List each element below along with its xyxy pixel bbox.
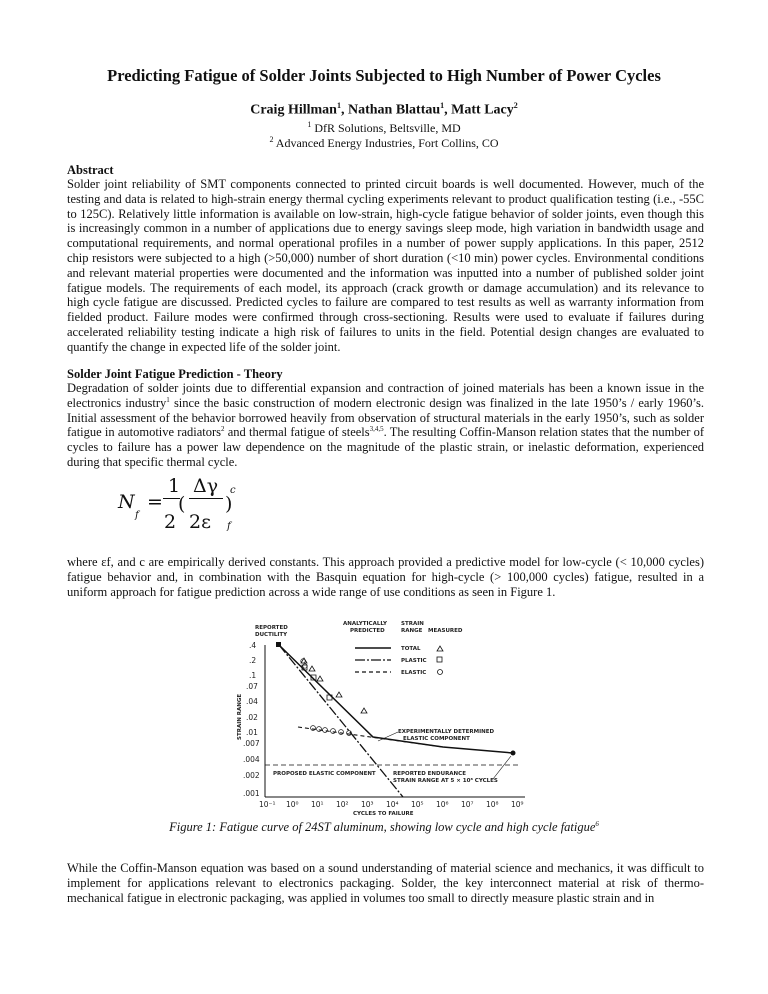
author-list: [0, 101, 768, 119]
citation-mark: 3,4,5: [369, 425, 384, 434]
y-tick-label: .001: [243, 789, 260, 798]
fatigue-curve-figure: [237, 615, 533, 817]
legend-header: MEASURED: [428, 628, 463, 634]
eq-c-exponent: c: [230, 485, 236, 496]
y-tick-label: .4: [249, 641, 257, 650]
y-tick-label: .04: [246, 697, 258, 706]
x-tick-label: 10⁻¹: [259, 800, 276, 809]
reported-ductility-label: REPORTED: [255, 625, 288, 631]
endurance-marker-icon: [511, 751, 516, 756]
eq-n: N: [118, 491, 135, 513]
citation-mark: 2: [221, 425, 225, 434]
affiliation-2: [0, 135, 768, 151]
y-tick-label: .002: [243, 771, 260, 780]
x-tick-label: 10⁰: [286, 800, 299, 809]
y-tick-label: .02: [246, 713, 258, 722]
equation-explanation: where εf, and c are empirically derived constants. This approach provided a predictive model for low-cycle (< 10,000 cycles) fatigue behavior and, in combination with the Basquin equation for high-cycle (> 100,000 cycles) fatigue, resulted in a uniform approach for fatigue prediction across a wide range of use conditions as seen in Figure 1.: [67, 555, 704, 599]
eq-right-paren: ): [225, 493, 233, 515]
affiliation-text: DfR Solutions, Beltsville, MD: [314, 121, 461, 135]
abstract-body: Solder joint reliability of SMT components connected to printed circuit boards is well documented. However, much of the testing and data is related to high-strain energy thermal cycling experiments relevant to product qualification testing (i.e., -55C to 125C). Relatively little information is available on low-strain, high-cycle fatigue behavior of solder joints, even though this is increasingly common in a number of applications due to energy savings sleep mode, high variation in bandwidth usage and computational requirements, and normal operational profiles in a number of power supply applications. In this paper, 2512 chip resistors were subjected to a high (>50,000) number of short duration (<10 min) power cycles. Environmental conditions and relevant material properties were documented and the information was inputted into a number of published solder joint fatigue models. The requirements of each model, its approach (crack growth or damage accumulation) and its relevance to high cycle fatigue are discussed. Predicted cycles to failure are compared to test results as well as warranty information from fielded product. Failure modes were confirmed through cross-sectioning. Results were used to evaluate if failures during accelerated reliability testing indicate a high risk of failures to units in the field. Potential design changes are evaluated to quantify the change in expected life of the solder joint.: [67, 177, 704, 354]
legend-header: RANGE: [401, 628, 423, 634]
author-affiliation-mark: 1: [336, 101, 341, 110]
x-tick-label: 10⁸: [486, 800, 499, 809]
author-name: Nathan Blattau: [347, 102, 441, 118]
eq-fraction-bar: [163, 498, 180, 499]
legend-header: STRAIN: [401, 621, 424, 627]
exp-elastic-label: ELASTIC COMPONENT: [403, 736, 470, 742]
total-data-markers: [301, 658, 367, 713]
y-tick-label: .2: [249, 656, 257, 665]
eq-equals: =: [147, 491, 163, 513]
x-tick-label: 10⁶: [436, 800, 449, 809]
theory-heading: Solder Joint Fatigue Prediction - Theory: [67, 367, 283, 381]
coffin-manson-discussion: While the Coffin-Manson equation was based on a sound understanding of material science and mechanics, it was difficult to implement for applications relevant to electronics packaging. Solder, the key interconnect material at risk of thermo-mechanical fatigue in electronic packaging, was applied in volumes too small to directly measure plastic strain and in: [67, 861, 704, 905]
y-tick-label: .004: [243, 755, 260, 764]
legend-total-label: TOTAL: [401, 646, 421, 652]
legend-plastic-label: PLASTIC: [401, 658, 427, 664]
triangle-marker-icon: [437, 646, 443, 651]
x-tick-label: 10²: [336, 800, 349, 809]
theory-text: Degradation of solder joints due to differential expansion and contraction of joined materials has been a known issue in the electronics industry: [67, 381, 704, 410]
theory-text: and thermal fatigue of steels: [224, 425, 370, 440]
x-tick-label: 10⁴: [386, 800, 399, 809]
y-tick-label: .01: [246, 728, 258, 737]
author-name: Matt Lacy: [451, 102, 514, 118]
figure-caption: [0, 820, 768, 835]
legend-header: ANALYTICALLY: [343, 621, 387, 627]
legend-header: PREDICTED: [350, 628, 385, 634]
eq-delta-gamma: Δγ: [193, 475, 219, 497]
eq-two-epsilon: 2ε: [189, 511, 211, 533]
y-axis-label: STRAIN RANGE: [237, 693, 243, 740]
paper-title: Predicting Fatigue of Solder Joints Subjected to High Number of Power Cycles: [107, 66, 661, 85]
circle-marker-icon: [438, 670, 443, 675]
x-tick-label: 10⁵: [411, 800, 424, 809]
total-strain-curve: [279, 645, 513, 753]
endurance-label: REPORTED ENDURANCE: [393, 771, 466, 777]
eq-numerator-one: 1: [168, 475, 181, 497]
y-tick-label: .1: [249, 671, 257, 680]
x-tick-label: 10³: [361, 800, 374, 809]
x-tick-label: 10⁹: [511, 800, 524, 809]
theory-text: since the basic construction of modern electronic design was finalized in the late 1950’s / early 1960’s. Initial assessment of the behavior borrowed heavily from observation of structural materials in the early 1950’s, such as solder fatigue in automotive radiators: [67, 395, 704, 440]
reported-ductility-label: DUCTILITY: [255, 632, 288, 638]
y-tick-label: .007: [243, 739, 260, 748]
ductility-marker-icon: [276, 642, 281, 647]
x-axis-label: CYCLES TO FAILURE: [353, 811, 414, 817]
caption-text: Figure 1: Fatigue curve of 24ST aluminum, showing low cycle and high cycle fatigue: [169, 820, 596, 835]
affiliation-mark: 2: [269, 135, 274, 144]
eq-f-subscript: f: [135, 510, 139, 521]
exp-elastic-label: EXPERIMENTALLY DETERMINED: [398, 729, 495, 735]
theory-text: . The resulting Coffin-Manson relation states that the number of cycles to failure has a power law dependence on the magnitude of the plastic strain, or inelastic deformation, experienced during that specific thermal cycle.: [67, 425, 704, 469]
annotation-arrow-icon: [493, 756, 511, 779]
citation-mark: 1: [166, 395, 170, 404]
affiliation-1: [0, 120, 768, 136]
eq-left-paren: (: [178, 493, 186, 515]
y-tick-label: .07: [246, 682, 258, 691]
author-name: Craig Hillman: [250, 102, 337, 118]
x-tick-label: 10¹: [311, 800, 324, 809]
author-affiliation-mark: 1: [440, 101, 445, 110]
x-tick-label: 10⁷: [461, 800, 474, 809]
abstract-heading: Abstract: [67, 163, 114, 177]
affiliation-text: Advanced Energy Industries, Fort Collins, CO: [275, 136, 499, 150]
author-affiliation-mark: 2: [513, 101, 518, 110]
citation-mark: 6: [595, 820, 599, 828]
affiliation-mark: 1: [307, 120, 312, 129]
eq-fraction-bar: [189, 498, 223, 499]
legend-elastic-label: ELASTIC: [401, 670, 427, 676]
square-marker-icon: [437, 657, 442, 662]
proposed-elastic-label: PROPOSED ELASTIC COMPONENT: [273, 771, 376, 777]
eq-f-subscript-2: f: [227, 521, 231, 532]
coffin-manson-equation: [100, 470, 300, 540]
endurance-label: STRAIN RANGE AT 5 × 10⁸ CYCLES: [393, 778, 498, 784]
author-separator: ,: [340, 102, 348, 118]
eq-denominator-two: 2: [164, 511, 177, 533]
theory-paragraph: [67, 381, 704, 470]
author-separator: ,: [444, 102, 452, 118]
